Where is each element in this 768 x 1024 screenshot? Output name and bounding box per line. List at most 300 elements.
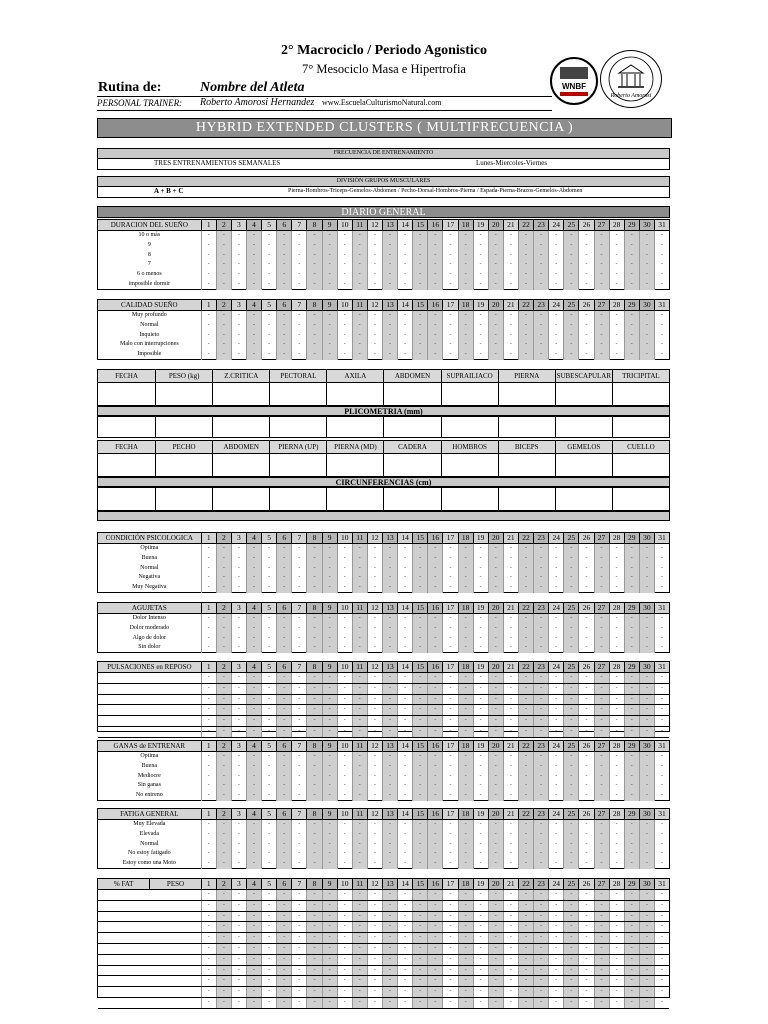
day-entry-cell[interactable]: -: [609, 624, 624, 634]
day-entry-cell[interactable]: -: [397, 752, 412, 762]
day-entry-cell[interactable]: -: [291, 830, 306, 840]
day-entry-cell[interactable]: -: [276, 922, 291, 932]
day-entry-cell[interactable]: -: [291, 260, 306, 270]
day-entry-cell[interactable]: -: [518, 311, 533, 321]
day-entry-cell[interactable]: -: [276, 998, 291, 1008]
day-entry-cell[interactable]: -: [367, 270, 382, 280]
day-entry-cell[interactable]: -: [352, 573, 367, 583]
day-entry-cell[interactable]: -: [563, 634, 578, 644]
day-entry-cell[interactable]: -: [306, 583, 321, 593]
plicometria-entry-cell[interactable]: [155, 383, 212, 407]
day-entry-cell[interactable]: -: [397, 849, 412, 859]
day-entry-cell[interactable]: -: [216, 830, 231, 840]
day-entry-cell[interactable]: -: [458, 331, 473, 341]
day-entry-cell[interactable]: -: [503, 695, 518, 705]
day-entry-cell[interactable]: -: [563, 987, 578, 997]
day-entry-cell[interactable]: -: [291, 716, 306, 726]
day-entry-cell[interactable]: -: [367, 781, 382, 791]
day-entry-cell[interactable]: -: [291, 840, 306, 850]
day-entry-cell[interactable]: -: [533, 820, 548, 830]
day-entry-cell[interactable]: -: [397, 944, 412, 954]
day-entry-cell[interactable]: -: [563, 791, 578, 801]
day-entry-cell[interactable]: -: [412, 251, 427, 261]
circunferencias-entry-cell[interactable]: [269, 454, 326, 478]
day-entry-cell[interactable]: -: [412, 614, 427, 624]
day-entry-cell[interactable]: -: [201, 673, 216, 683]
day-entry-cell[interactable]: -: [291, 781, 306, 791]
day-entry-cell[interactable]: -: [412, 772, 427, 782]
day-entry-cell[interactable]: -: [306, 976, 321, 986]
day-entry-cell[interactable]: -: [216, 933, 231, 943]
day-entry-cell[interactable]: -: [306, 673, 321, 683]
day-entry-cell[interactable]: -: [246, 830, 261, 840]
day-entry-cell[interactable]: -: [352, 966, 367, 976]
day-entry-cell[interactable]: -: [382, 554, 397, 564]
day-entry-cell[interactable]: -: [639, 987, 654, 997]
day-entry-cell[interactable]: -: [427, 944, 442, 954]
day-entry-cell[interactable]: -: [458, 673, 473, 683]
day-entry-cell[interactable]: -: [442, 922, 457, 932]
day-entry-cell[interactable]: -: [367, 762, 382, 772]
day-entry-cell[interactable]: -: [352, 987, 367, 997]
day-entry-cell[interactable]: -: [503, 791, 518, 801]
day-entry-cell[interactable]: -: [488, 912, 503, 922]
day-entry-cell[interactable]: -: [563, 966, 578, 976]
day-entry-cell[interactable]: -: [427, 643, 442, 653]
day-entry-cell[interactable]: -: [382, 762, 397, 772]
day-entry-cell[interactable]: -: [533, 716, 548, 726]
day-entry-cell[interactable]: -: [246, 673, 261, 683]
day-entry-cell[interactable]: -: [246, 912, 261, 922]
day-entry-cell[interactable]: -: [533, 624, 548, 634]
day-entry-cell[interactable]: -: [231, 772, 246, 782]
day-entry-cell[interactable]: -: [427, 752, 442, 762]
day-entry-cell[interactable]: -: [352, 752, 367, 762]
day-entry-cell[interactable]: -: [654, 311, 669, 321]
day-entry-cell[interactable]: -: [473, 695, 488, 705]
day-entry-cell[interactable]: -: [442, 944, 457, 954]
day-entry-cell[interactable]: -: [594, 922, 609, 932]
day-entry-cell[interactable]: -: [367, 684, 382, 694]
day-entry-cell[interactable]: -: [216, 791, 231, 801]
day-entry-cell[interactable]: -: [412, 705, 427, 715]
day-entry-cell[interactable]: -: [639, 573, 654, 583]
day-entry-cell[interactable]: -: [231, 251, 246, 261]
day-entry-cell[interactable]: -: [488, 705, 503, 715]
day-entry-cell[interactable]: -: [397, 976, 412, 986]
day-entry-cell[interactable]: -: [548, 976, 563, 986]
day-entry-cell[interactable]: -: [367, 311, 382, 321]
day-entry-cell[interactable]: -: [291, 340, 306, 350]
day-entry-cell[interactable]: -: [548, 922, 563, 932]
day-entry-cell[interactable]: -: [322, 716, 337, 726]
day-entry-cell[interactable]: -: [639, 311, 654, 321]
day-entry-cell[interactable]: -: [563, 260, 578, 270]
day-entry-cell[interactable]: -: [458, 241, 473, 251]
day-entry-cell[interactable]: -: [231, 321, 246, 331]
day-entry-cell[interactable]: -: [609, 859, 624, 869]
day-entry-cell[interactable]: -: [231, 820, 246, 830]
day-entry-cell[interactable]: -: [231, 849, 246, 859]
day-entry-cell[interactable]: -: [337, 727, 352, 737]
day-entry-cell[interactable]: -: [488, 340, 503, 350]
day-entry-cell[interactable]: -: [322, 944, 337, 954]
day-entry-cell[interactable]: -: [201, 350, 216, 360]
day-entry-cell[interactable]: -: [337, 976, 352, 986]
day-entry-cell[interactable]: -: [639, 716, 654, 726]
day-entry-cell[interactable]: -: [337, 321, 352, 331]
day-entry-cell[interactable]: -: [322, 270, 337, 280]
day-entry-cell[interactable]: -: [427, 340, 442, 350]
day-entry-cell[interactable]: -: [337, 901, 352, 911]
day-entry-cell[interactable]: -: [261, 564, 276, 574]
day-entry-cell[interactable]: -: [231, 554, 246, 564]
day-entry-cell[interactable]: -: [442, 890, 457, 900]
day-entry-cell[interactable]: -: [654, 340, 669, 350]
day-entry-cell[interactable]: -: [306, 270, 321, 280]
day-entry-cell[interactable]: -: [639, 280, 654, 290]
day-entry-cell[interactable]: -: [367, 901, 382, 911]
plicometria-entry-cell[interactable]: [441, 417, 498, 437]
day-entry-cell[interactable]: -: [427, 762, 442, 772]
day-entry-cell[interactable]: -: [306, 849, 321, 859]
day-entry-cell[interactable]: -: [654, 966, 669, 976]
day-entry-cell[interactable]: -: [488, 781, 503, 791]
day-entry-cell[interactable]: -: [201, 966, 216, 976]
day-entry-cell[interactable]: -: [624, 231, 639, 241]
day-entry-cell[interactable]: -: [639, 791, 654, 801]
day-entry-cell[interactable]: -: [578, 251, 593, 261]
day-entry-cell[interactable]: -: [261, 727, 276, 737]
day-entry-cell[interactable]: -: [291, 331, 306, 341]
day-entry-cell[interactable]: -: [276, 901, 291, 911]
day-entry-cell[interactable]: -: [306, 840, 321, 850]
day-entry-cell[interactable]: -: [216, 772, 231, 782]
day-entry-cell[interactable]: -: [306, 573, 321, 583]
day-entry-cell[interactable]: -: [412, 820, 427, 830]
day-entry-cell[interactable]: -: [654, 280, 669, 290]
day-entry-cell[interactable]: -: [473, 241, 488, 251]
day-entry-cell[interactable]: -: [518, 998, 533, 1008]
day-entry-cell[interactable]: -: [352, 912, 367, 922]
day-entry-cell[interactable]: -: [216, 564, 231, 574]
day-entry-cell[interactable]: -: [578, 820, 593, 830]
day-entry-cell[interactable]: -: [533, 554, 548, 564]
day-entry-cell[interactable]: -: [488, 716, 503, 726]
day-entry-cell[interactable]: -: [548, 634, 563, 644]
day-entry-cell[interactable]: -: [382, 564, 397, 574]
day-entry-cell[interactable]: -: [427, 922, 442, 932]
day-entry-cell[interactable]: -: [473, 340, 488, 350]
day-entry-cell[interactable]: -: [276, 966, 291, 976]
day-entry-cell[interactable]: -: [639, 705, 654, 715]
day-entry-cell[interactable]: -: [382, 340, 397, 350]
day-entry-cell[interactable]: -: [352, 241, 367, 251]
day-entry-cell[interactable]: -: [382, 922, 397, 932]
day-entry-cell[interactable]: -: [291, 955, 306, 965]
day-entry-cell[interactable]: -: [518, 350, 533, 360]
day-entry-cell[interactable]: -: [609, 673, 624, 683]
day-entry-cell[interactable]: -: [216, 634, 231, 644]
day-entry-cell[interactable]: -: [473, 614, 488, 624]
day-entry-cell[interactable]: -: [216, 976, 231, 986]
day-entry-cell[interactable]: -: [533, 912, 548, 922]
day-entry-cell[interactable]: -: [488, 762, 503, 772]
day-entry-cell[interactable]: -: [397, 270, 412, 280]
day-entry-cell[interactable]: -: [442, 933, 457, 943]
day-entry-cell[interactable]: -: [427, 912, 442, 922]
day-entry-cell[interactable]: -: [548, 901, 563, 911]
circunferencias-entry-cell[interactable]: [212, 488, 269, 510]
day-entry-cell[interactable]: -: [337, 762, 352, 772]
day-entry-cell[interactable]: -: [503, 260, 518, 270]
day-entry-cell[interactable]: -: [246, 772, 261, 782]
day-entry-cell[interactable]: -: [382, 573, 397, 583]
day-entry-cell[interactable]: -: [276, 955, 291, 965]
day-entry-cell[interactable]: -: [548, 830, 563, 840]
day-entry-cell[interactable]: -: [412, 762, 427, 772]
day-entry-cell[interactable]: -: [322, 684, 337, 694]
day-entry-cell[interactable]: -: [427, 987, 442, 997]
day-entry-cell[interactable]: -: [503, 901, 518, 911]
day-entry-cell[interactable]: -: [503, 280, 518, 290]
day-entry-cell[interactable]: -: [488, 311, 503, 321]
day-entry-cell[interactable]: -: [306, 331, 321, 341]
day-entry-cell[interactable]: -: [412, 624, 427, 634]
day-entry-cell[interactable]: -: [578, 280, 593, 290]
day-entry-cell[interactable]: -: [367, 554, 382, 564]
day-entry-cell[interactable]: -: [306, 772, 321, 782]
day-entry-cell[interactable]: -: [518, 752, 533, 762]
day-entry-cell[interactable]: -: [654, 762, 669, 772]
day-entry-cell[interactable]: -: [276, 231, 291, 241]
day-entry-cell[interactable]: -: [276, 849, 291, 859]
day-entry-cell[interactable]: -: [337, 859, 352, 869]
day-entry-cell[interactable]: -: [458, 716, 473, 726]
day-entry-cell[interactable]: -: [458, 781, 473, 791]
day-entry-cell[interactable]: -: [322, 583, 337, 593]
day-entry-cell[interactable]: -: [503, 890, 518, 900]
day-entry-cell[interactable]: -: [427, 727, 442, 737]
day-entry-cell[interactable]: -: [397, 781, 412, 791]
day-entry-cell[interactable]: -: [563, 340, 578, 350]
day-entry-cell[interactable]: -: [609, 998, 624, 1008]
day-entry-cell[interactable]: -: [639, 781, 654, 791]
plicometria-entry-cell[interactable]: [155, 417, 212, 437]
day-entry-cell[interactable]: -: [337, 684, 352, 694]
day-entry-cell[interactable]: -: [503, 976, 518, 986]
day-entry-cell[interactable]: -: [382, 781, 397, 791]
day-entry-cell[interactable]: -: [609, 573, 624, 583]
day-entry-cell[interactable]: -: [201, 791, 216, 801]
day-entry-cell[interactable]: -: [382, 684, 397, 694]
day-entry-cell[interactable]: -: [578, 260, 593, 270]
day-entry-cell[interactable]: -: [458, 340, 473, 350]
day-entry-cell[interactable]: -: [382, 231, 397, 241]
day-entry-cell[interactable]: -: [246, 820, 261, 830]
day-entry-cell[interactable]: -: [322, 614, 337, 624]
day-entry-cell[interactable]: -: [397, 350, 412, 360]
day-entry-cell[interactable]: -: [639, 260, 654, 270]
day-entry-cell[interactable]: -: [442, 280, 457, 290]
day-entry-cell[interactable]: -: [427, 684, 442, 694]
day-entry-cell[interactable]: -: [624, 311, 639, 321]
plicometria-entry-cell[interactable]: [383, 417, 440, 437]
day-entry-cell[interactable]: -: [291, 673, 306, 683]
day-entry-cell[interactable]: -: [578, 716, 593, 726]
day-entry-cell[interactable]: -: [563, 251, 578, 261]
day-entry-cell[interactable]: -: [231, 922, 246, 932]
day-entry-cell[interactable]: -: [654, 772, 669, 782]
day-entry-cell[interactable]: -: [624, 791, 639, 801]
day-entry-cell[interactable]: -: [442, 573, 457, 583]
day-entry-cell[interactable]: -: [322, 340, 337, 350]
circunferencias-entry-cell[interactable]: [612, 454, 669, 478]
day-entry-cell[interactable]: -: [231, 544, 246, 554]
circunferencias-entry-cell[interactable]: [155, 454, 212, 478]
day-entry-cell[interactable]: -: [412, 241, 427, 251]
day-entry-cell[interactable]: -: [458, 998, 473, 1008]
day-entry-cell[interactable]: -: [261, 705, 276, 715]
day-entry-cell[interactable]: -: [246, 251, 261, 261]
day-entry-cell[interactable]: -: [291, 583, 306, 593]
day-entry-cell[interactable]: -: [412, 544, 427, 554]
day-entry-cell[interactable]: -: [563, 752, 578, 762]
day-entry-cell[interactable]: -: [503, 554, 518, 564]
day-entry-cell[interactable]: -: [322, 573, 337, 583]
day-entry-cell[interactable]: -: [201, 695, 216, 705]
day-entry-cell[interactable]: -: [488, 573, 503, 583]
day-entry-cell[interactable]: -: [397, 564, 412, 574]
day-entry-cell[interactable]: -: [352, 614, 367, 624]
day-entry-cell[interactable]: -: [578, 830, 593, 840]
day-entry-cell[interactable]: -: [322, 564, 337, 574]
day-entry-cell[interactable]: -: [367, 260, 382, 270]
day-entry-cell[interactable]: -: [488, 922, 503, 932]
day-entry-cell[interactable]: -: [594, 849, 609, 859]
day-entry-cell[interactable]: -: [412, 912, 427, 922]
day-entry-cell[interactable]: -: [306, 955, 321, 965]
day-entry-cell[interactable]: -: [548, 859, 563, 869]
day-entry-cell[interactable]: -: [518, 716, 533, 726]
day-entry-cell[interactable]: -: [231, 573, 246, 583]
day-entry-cell[interactable]: -: [473, 922, 488, 932]
day-entry-cell[interactable]: -: [458, 976, 473, 986]
day-entry-cell[interactable]: -: [533, 849, 548, 859]
day-entry-cell[interactable]: -: [291, 241, 306, 251]
day-entry-cell[interactable]: -: [533, 634, 548, 644]
day-entry-cell[interactable]: -: [352, 673, 367, 683]
day-entry-cell[interactable]: -: [624, 705, 639, 715]
day-entry-cell[interactable]: -: [337, 270, 352, 280]
day-entry-cell[interactable]: -: [216, 544, 231, 554]
day-entry-cell[interactable]: -: [563, 840, 578, 850]
day-entry-cell[interactable]: -: [201, 340, 216, 350]
day-entry-cell[interactable]: -: [594, 583, 609, 593]
day-entry-cell[interactable]: -: [594, 311, 609, 321]
day-entry-cell[interactable]: -: [276, 912, 291, 922]
plicometria-entry-cell[interactable]: [326, 417, 383, 437]
day-entry-cell[interactable]: -: [624, 912, 639, 922]
day-entry-cell[interactable]: -: [397, 554, 412, 564]
day-entry-cell[interactable]: -: [624, 614, 639, 624]
day-entry-cell[interactable]: -: [458, 311, 473, 321]
day-entry-cell[interactable]: -: [427, 241, 442, 251]
day-entry-cell[interactable]: -: [533, 830, 548, 840]
day-entry-cell[interactable]: -: [397, 231, 412, 241]
day-entry-cell[interactable]: -: [201, 716, 216, 726]
day-entry-cell[interactable]: -: [216, 998, 231, 1008]
day-entry-cell[interactable]: -: [246, 554, 261, 564]
day-entry-cell[interactable]: -: [639, 684, 654, 694]
day-entry-cell[interactable]: -: [442, 270, 457, 280]
day-entry-cell[interactable]: -: [473, 998, 488, 1008]
day-entry-cell[interactable]: -: [654, 614, 669, 624]
day-entry-cell[interactable]: -: [291, 791, 306, 801]
day-entry-cell[interactable]: -: [322, 762, 337, 772]
day-entry-cell[interactable]: -: [442, 231, 457, 241]
day-entry-cell[interactable]: -: [201, 820, 216, 830]
day-entry-cell[interactable]: -: [503, 966, 518, 976]
day-entry-cell[interactable]: -: [306, 933, 321, 943]
day-entry-cell[interactable]: -: [533, 727, 548, 737]
day-entry-cell[interactable]: -: [503, 705, 518, 715]
day-entry-cell[interactable]: -: [231, 705, 246, 715]
day-entry-cell[interactable]: -: [442, 340, 457, 350]
day-entry-cell[interactable]: -: [352, 684, 367, 694]
day-entry-cell[interactable]: -: [654, 752, 669, 762]
day-entry-cell[interactable]: -: [352, 311, 367, 321]
day-entry-cell[interactable]: -: [201, 998, 216, 1008]
day-entry-cell[interactable]: -: [367, 544, 382, 554]
day-entry-cell[interactable]: -: [337, 791, 352, 801]
day-entry-cell[interactable]: -: [291, 859, 306, 869]
day-entry-cell[interactable]: -: [518, 705, 533, 715]
day-entry-cell[interactable]: -: [578, 684, 593, 694]
day-entry-cell[interactable]: -: [382, 987, 397, 997]
day-entry-cell[interactable]: -: [337, 614, 352, 624]
day-entry-cell[interactable]: -: [548, 643, 563, 653]
day-entry-cell[interactable]: -: [473, 331, 488, 341]
day-entry-cell[interactable]: -: [306, 944, 321, 954]
day-entry-cell[interactable]: -: [563, 280, 578, 290]
day-entry-cell[interactable]: -: [548, 340, 563, 350]
day-entry-cell[interactable]: -: [216, 251, 231, 261]
day-entry-cell[interactable]: -: [306, 251, 321, 261]
day-entry-cell[interactable]: -: [201, 912, 216, 922]
day-entry-cell[interactable]: -: [306, 624, 321, 634]
day-entry-cell[interactable]: -: [246, 840, 261, 850]
day-entry-cell[interactable]: -: [654, 624, 669, 634]
day-entry-cell[interactable]: -: [609, 955, 624, 965]
day-entry-cell[interactable]: -: [442, 966, 457, 976]
day-entry-cell[interactable]: -: [216, 944, 231, 954]
day-entry-cell[interactable]: -: [548, 849, 563, 859]
day-entry-cell[interactable]: -: [473, 350, 488, 360]
day-entry-cell[interactable]: -: [488, 752, 503, 762]
day-entry-cell[interactable]: -: [201, 955, 216, 965]
day-entry-cell[interactable]: -: [654, 976, 669, 986]
day-entry-cell[interactable]: -: [261, 922, 276, 932]
day-entry-cell[interactable]: -: [412, 966, 427, 976]
day-entry-cell[interactable]: -: [382, 849, 397, 859]
day-entry-cell[interactable]: -: [352, 781, 367, 791]
day-entry-cell[interactable]: -: [458, 251, 473, 261]
day-entry-cell[interactable]: -: [563, 890, 578, 900]
day-entry-cell[interactable]: -: [548, 727, 563, 737]
plicometria-entry-cell[interactable]: [555, 383, 612, 407]
day-entry-cell[interactable]: -: [458, 859, 473, 869]
